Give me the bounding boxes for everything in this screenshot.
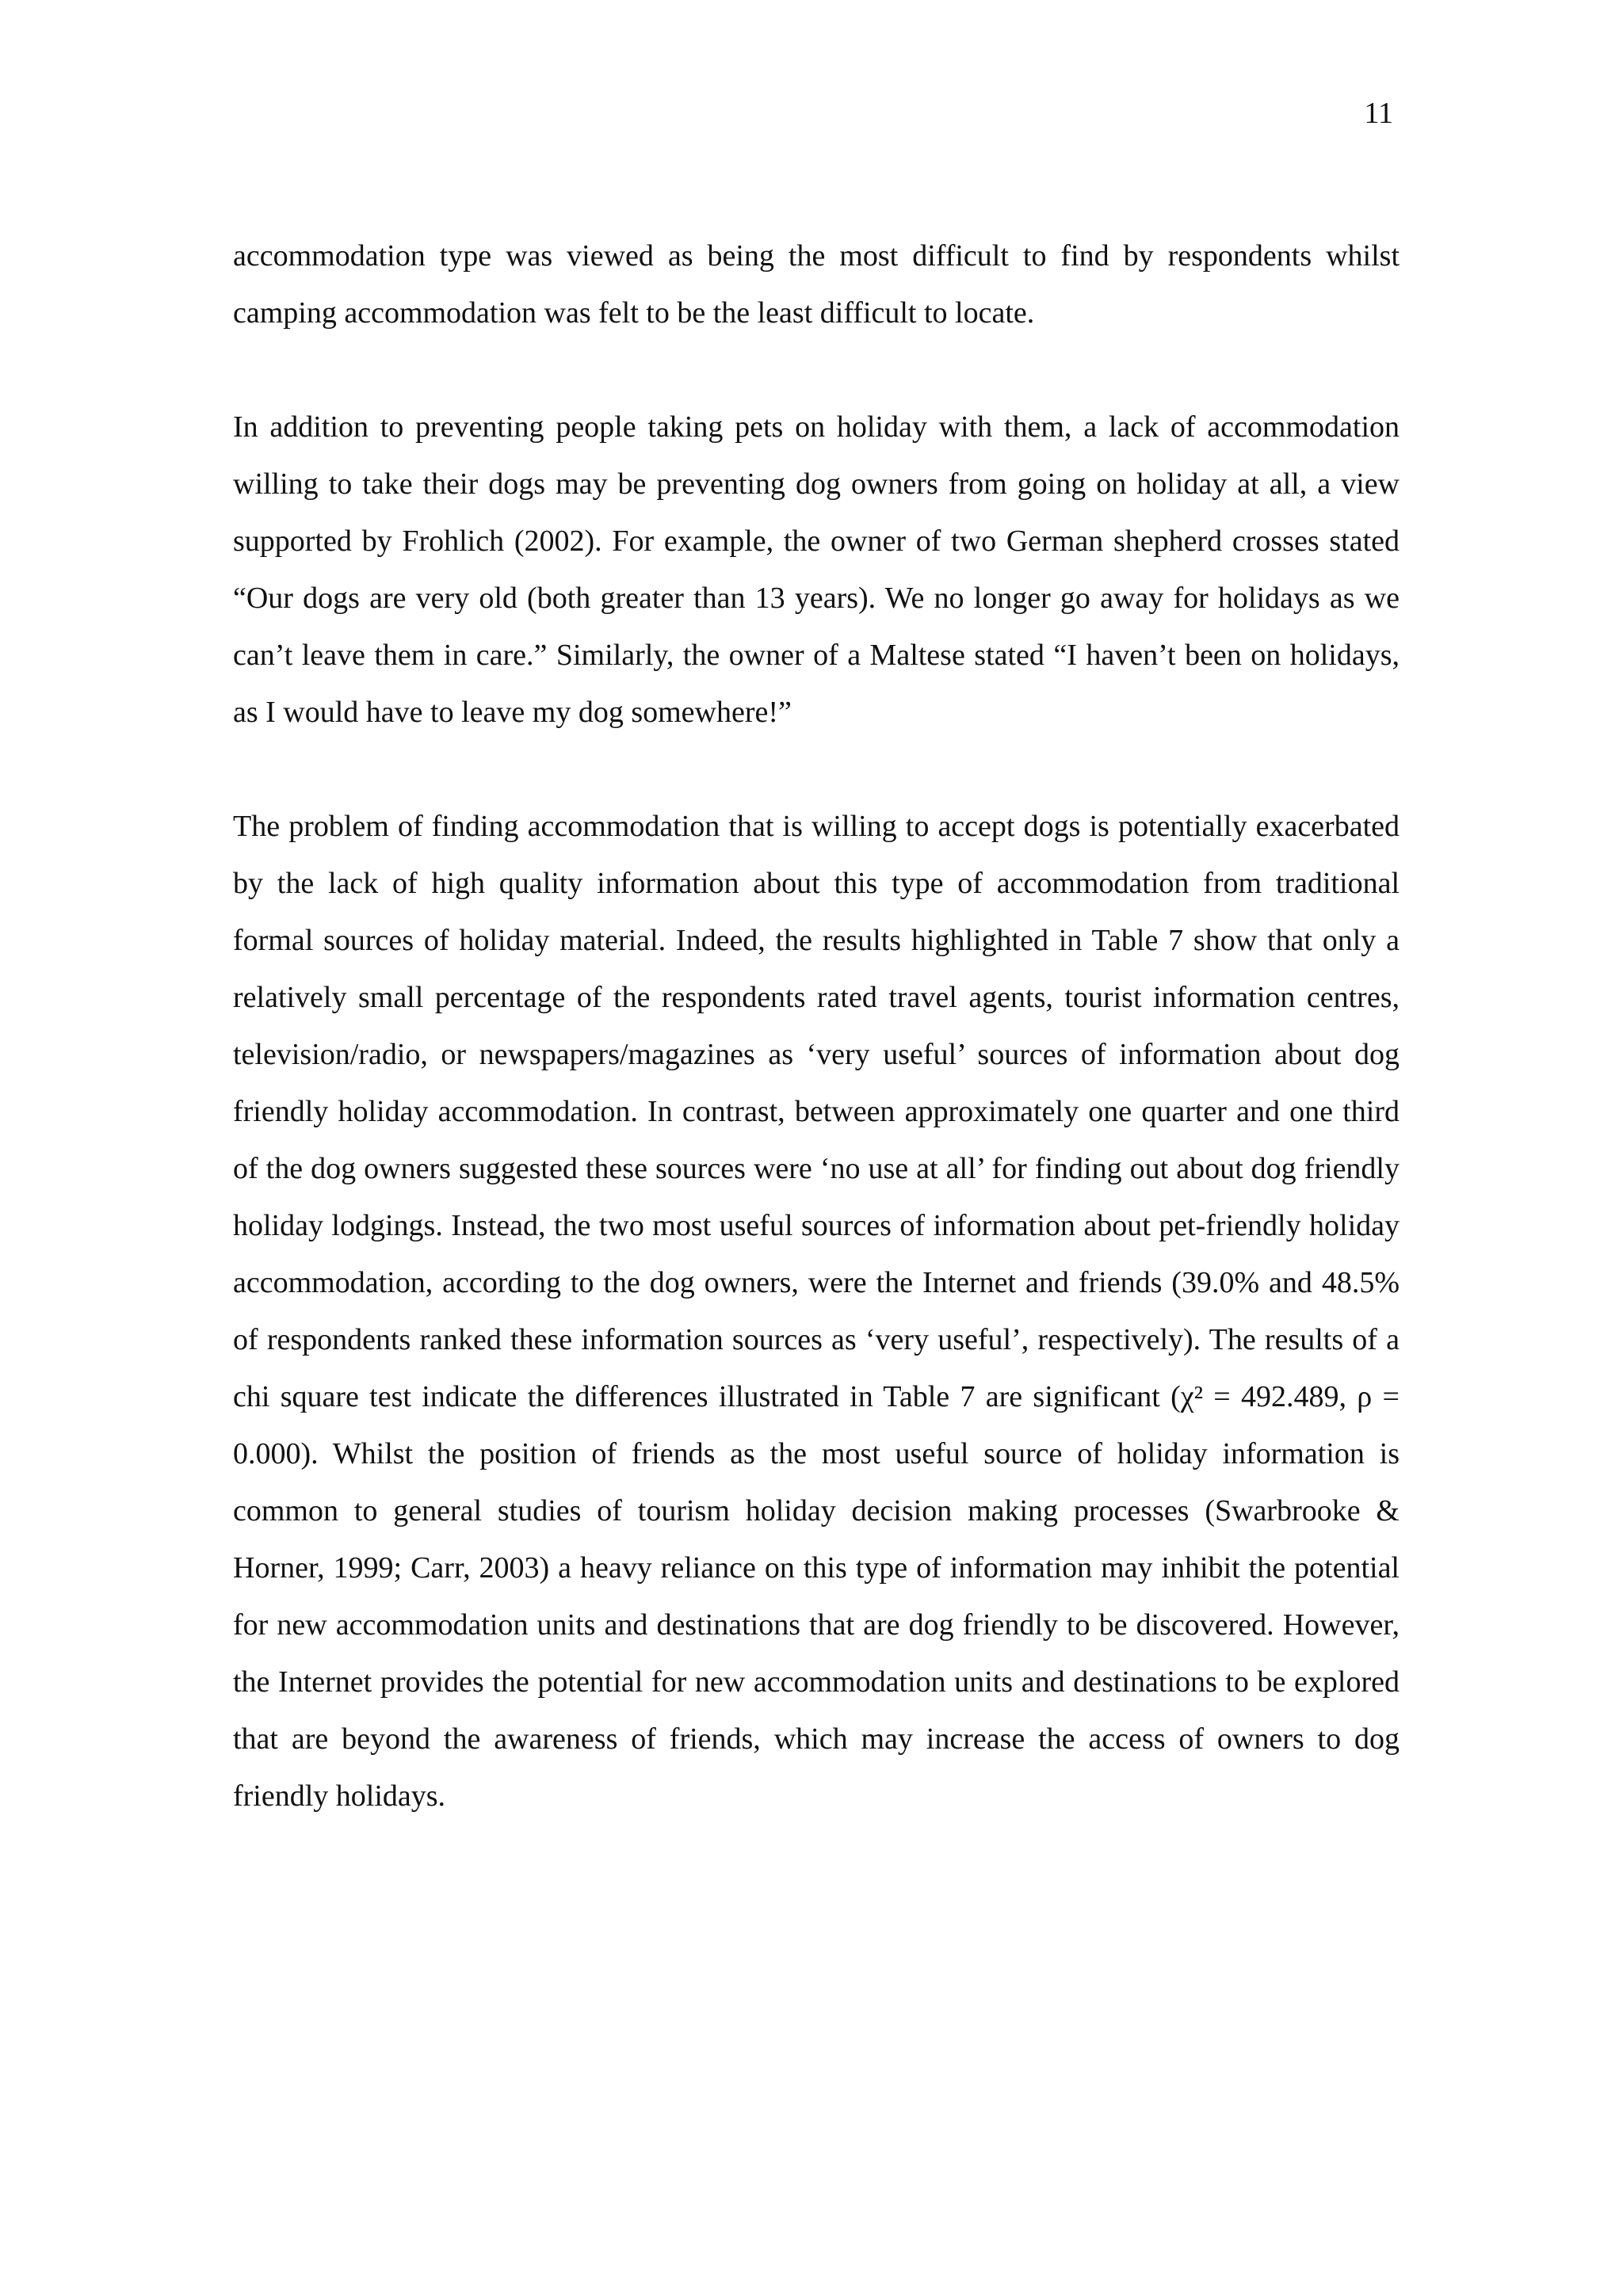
body-text bbox=[233, 227, 1400, 1882]
paragraph-accommodation-difficulty: accommodation type was viewed as being the most difficult to find by respondents whilst camping accommodation was felt to be the least difficult to locate. bbox=[233, 239, 1400, 330]
paragraph-information-sources: The problem of finding accommodation that is willing to accept dogs is potentially exacerbated by the lack of high quality information about this type of accommodation from traditional formal sources of holiday material. Indeed, the results highlighted in Table 7 show that only a relatively small percentage of the respondents rated travel agents, tourist information centres, television/radio, or newspapers/magazines as ‘very useful’ sources of information about dog friendly holiday accommodation. In contrast, between approximately one quarter and one third of the dog owners suggested these sources were ‘no use at all’ for finding out about dog friendly holiday lodgings. Instead, the two most useful sources of information about pet-friendly holiday accommodation, according to the dog owners, were the Internet and friends (39.0% and 48.5% of respondents ranked these information sources as ‘very useful’, respectively). The results of a chi square test indicate the differences illustrated in Table 7 are significant (χ² = 492.489, ρ = 0.000). Whilst the position of friends as the most useful source of holiday information is common to general studies of tourism holiday decision making processes (Swarbrooke & Horner, 1999; Carr, 2003) a heavy reliance on this type of information may inhibit the potential for new accommodation units and destinations that are dog friendly to be discovered. However, the Internet provides the potential for new accommodation units and destinations to be explored that are beyond the awareness of friends, which may increase the access of owners to dog friendly holidays. bbox=[233, 810, 1400, 1813]
paragraph-owner-quotes: In addition to preventing people taking pets on holiday with them, a lack of accommodation willing to take their dogs may be preventing dog owners from going on holiday at all, a view supported by Frohlich (2002). For example, the owner of two German shepherd crosses stated “Our dogs are very old (both greater than 13 years). We no longer go away for holidays as we can’t leave them in care.” Similarly, the owner of a Maltese stated “I haven’t been on holidays, as I would have to leave my dog somewhere!” bbox=[233, 410, 1400, 729]
page-number: 11 bbox=[1364, 97, 1393, 130]
